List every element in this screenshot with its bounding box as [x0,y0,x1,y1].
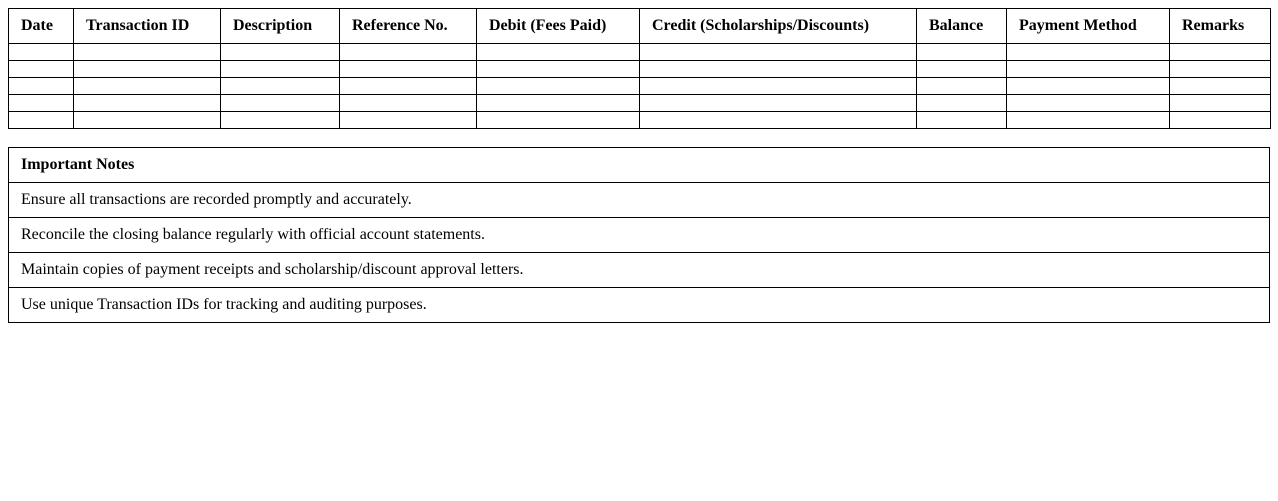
note-row [9,183,1270,218]
table-cell [340,78,477,95]
table-cell [1170,78,1271,95]
table-cell [340,61,477,78]
table-cell [1007,44,1170,61]
table-cell [9,112,74,129]
note-item: Use unique Transaction IDs for tracking and auditing purposes. [9,288,1270,323]
table-row [9,112,1271,129]
column-header-credit: Credit (Scholarships/Discounts) [640,9,917,44]
table-cell [221,44,340,61]
column-header-balance: Balance [917,9,1007,44]
table-cell [640,78,917,95]
table-row [9,44,1271,61]
table-cell [1007,95,1170,112]
table-cell [640,44,917,61]
note-row [9,253,1270,288]
table-cell [917,44,1007,61]
table-row [9,95,1271,112]
table-cell [221,78,340,95]
table-cell [917,95,1007,112]
table-cell [1170,112,1271,129]
table-header-row [9,9,1271,44]
table-cell [917,61,1007,78]
table-cell [74,78,221,95]
table-cell [340,95,477,112]
table-cell [1170,61,1271,78]
table-cell [221,112,340,129]
note-item: Reconcile the closing balance regularly with official account statements. [9,218,1270,253]
column-header-payment-method: Payment Method [1007,9,1170,44]
table-cell [477,78,640,95]
table-cell [340,112,477,129]
note-row [9,218,1270,253]
column-header-description: Description [221,9,340,44]
table-cell [74,44,221,61]
notes-heading: Important Notes [9,148,1270,183]
table-cell [1007,61,1170,78]
table-cell [640,61,917,78]
table-row [9,78,1271,95]
transaction-ledger-table [8,8,1271,129]
table-cell [74,112,221,129]
note-row [9,288,1270,323]
table-row [9,61,1271,78]
table-cell [640,95,917,112]
note-item: Ensure all transactions are recorded promptly and accurately. [9,183,1270,218]
table-cell [340,44,477,61]
table-cell [477,61,640,78]
table-cell [1170,44,1271,61]
table-cell [477,112,640,129]
column-header-date: Date [9,9,74,44]
table-cell [917,78,1007,95]
column-header-reference-no: Reference No. [340,9,477,44]
table-cell [221,61,340,78]
column-header-transaction-id: Transaction ID [74,9,221,44]
table-cell [9,78,74,95]
table-cell [9,61,74,78]
table-cell [221,95,340,112]
table-cell [1007,78,1170,95]
table-cell [1170,95,1271,112]
notes-heading-row [9,148,1270,183]
important-notes-table [8,147,1270,323]
table-cell [74,95,221,112]
table-cell [477,95,640,112]
table-cell [917,112,1007,129]
note-item: Maintain copies of payment receipts and scholarship/discount approval letters. [9,253,1270,288]
table-cell [477,44,640,61]
table-cell [9,44,74,61]
table-cell [1007,112,1170,129]
table-cell [640,112,917,129]
column-header-remarks: Remarks [1170,9,1271,44]
table-cell [9,95,74,112]
column-header-debit: Debit (Fees Paid) [477,9,640,44]
table-cell [74,61,221,78]
